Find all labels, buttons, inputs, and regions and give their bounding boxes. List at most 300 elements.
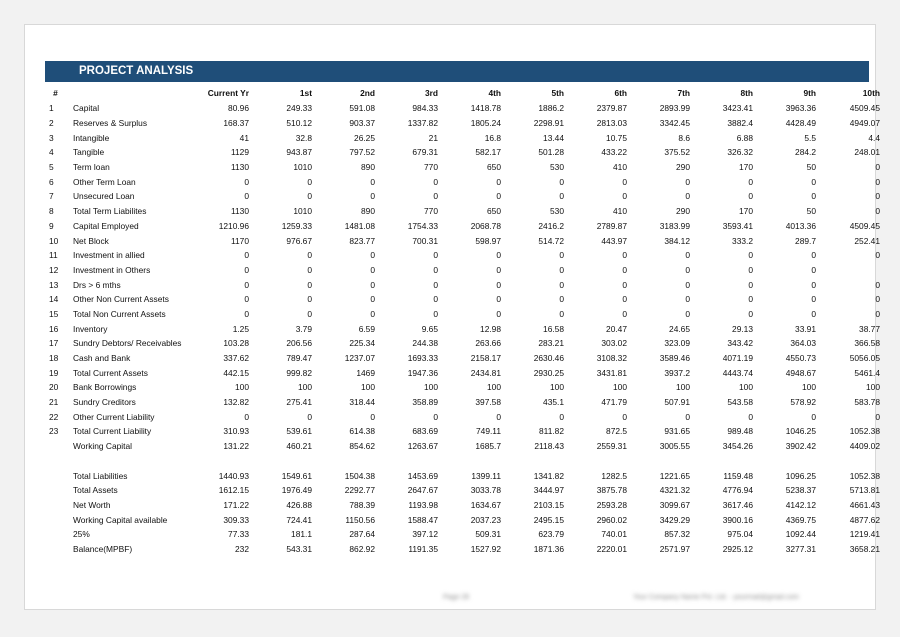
table-cell: 3342.45 [659,118,690,129]
table-row [45,292,883,307]
table-cell: 0 [433,264,438,275]
table-cell: 2298.91 [533,118,564,129]
table-cell: 1052.38 [849,470,880,481]
table-cell: 1150.56 [345,514,375,525]
table-cell: 5056.05 [849,353,880,364]
table-cell: 1418.78 [470,103,501,114]
table-cell: 3875.78 [596,485,627,496]
table-cell: 0 [811,279,816,290]
table-row [45,145,883,160]
table-cell: 788.39 [349,499,375,510]
table-cell: 0 [370,411,375,422]
table-cell: 598.97 [475,235,501,246]
table-cell: 700.31 [412,235,438,246]
table-cell: 0 [685,191,690,202]
table-cell: 225.34 [349,338,375,349]
row-label: Unsecured Loan [73,191,135,202]
table-cell: 326.32 [727,147,753,158]
column-header: 3rd [424,88,438,98]
table-row [45,219,883,234]
table-cell: 0 [622,411,627,422]
table-cell: 263.66 [475,338,501,349]
table-cell: 0 [748,411,753,422]
row-number: 2 [49,118,54,129]
table-cell: 823.77 [349,235,375,246]
table-cell: 131.22 [223,441,249,452]
table-cell: 543.31 [286,543,312,554]
row-number [45,439,69,454]
row-label: Capital Employed [73,220,139,231]
table-cell: 1549.61 [281,470,312,481]
column-header: 8th [740,88,753,98]
table-cell: 16.58 [543,323,564,334]
table-cell: 181.1 [291,529,312,540]
table-row [45,365,883,380]
table-cell: 132.82 [223,397,249,408]
table-cell: 397.12 [412,529,438,540]
row-number [45,483,69,498]
table-row [45,233,883,248]
row-label: Net Block [73,235,109,246]
table-cell: 100 [235,382,249,393]
table-cell: 20.47 [606,323,627,334]
table-cell: 0 [244,250,249,261]
table-row [45,527,883,542]
table-cell: 984.33 [412,103,438,114]
footer-page-number: Page 28 [443,594,470,601]
table-cell: 0 [875,191,880,202]
table-cell: 4877.62 [849,514,880,525]
row-label: Capital [73,103,100,114]
table-cell: 650 [487,206,501,217]
row-number: 23 [49,426,59,437]
row-number: 10 [49,235,59,246]
table-cell: 4661.43 [849,499,880,510]
table-cell: 0 [496,191,501,202]
table-row [45,380,883,395]
row-number: 15 [49,308,59,319]
table-cell: 3431.81 [596,367,627,378]
table-cell: 2037.23 [470,514,501,525]
row-label: Balance(MPBF) [73,543,133,554]
table-cell: 3429.29 [659,514,690,525]
table-cell: 310.93 [223,426,249,437]
table-cell: 0 [433,279,438,290]
table-cell: 248.01 [854,147,880,158]
table-cell: 318.44 [349,397,375,408]
table-row [45,468,883,483]
table-cell: 0 [685,176,690,187]
row-label: Tangible [73,147,105,158]
row-number: 19 [49,367,59,378]
row-number: 8 [49,206,54,217]
table-row [45,409,883,424]
table-cell: 4071.19 [722,353,753,364]
table-cell: 862.92 [349,543,375,554]
table-cell: 5.5 [804,132,816,143]
table-cell: 890 [361,162,375,173]
table-cell: 1191.35 [408,543,438,554]
table-cell: 1263.67 [407,441,438,452]
table-cell: 0 [559,176,564,187]
table-cell: 3900.16 [722,514,753,525]
table-cell: 1210.96 [218,220,249,231]
table-cell: 975.04 [727,529,753,540]
table-cell: 0 [811,308,816,319]
table-cell: 290 [676,162,690,173]
table-cell: 510.12 [286,118,312,129]
table-cell: 1130 [230,162,249,173]
table-cell: 3423.41 [722,103,753,114]
row-label: Investment in allied [73,250,145,261]
table-cell: 0 [875,206,880,217]
row-label: Other Current Liability [73,411,155,422]
table-row [45,204,883,219]
row-number [45,468,69,483]
table-cell: 1469 [356,367,375,378]
table-cell: 100 [487,382,501,393]
table-cell: 21 [428,132,438,143]
table-cell: 0 [811,411,816,422]
row-number: 3 [49,132,54,143]
table-cell: 100 [361,382,375,393]
table-cell: 0 [748,308,753,319]
table-cell: 2571.97 [659,543,690,554]
table-cell: 501.28 [538,147,564,158]
table-cell: 284.2 [795,147,816,158]
table-row [45,189,883,204]
table-cell: 0 [433,191,438,202]
table-cell: 3937.2 [664,367,690,378]
table-cell: 26.25 [354,132,375,143]
spacer-row [45,454,883,469]
table-cell: 989.48 [727,426,753,437]
row-label: Net Worth [73,499,111,510]
table-cell: 4.4 [868,132,880,143]
table-cell: 0 [307,264,312,275]
table-cell: 1527.92 [470,543,501,554]
document-page [24,24,880,610]
table-cell: 12.98 [480,323,501,334]
table-cell: 0 [433,250,438,261]
table-cell: 0 [875,162,880,173]
table-cell: 333.2 [732,235,753,246]
table-row [45,248,883,263]
table-row [45,512,883,527]
table-cell: 1453.69 [407,470,438,481]
table-cell: 4409.02 [849,441,880,452]
table-cell: 4550.73 [785,353,816,364]
row-number: 18 [49,353,59,364]
table-cell: 471.79 [601,397,627,408]
table-row [45,483,883,498]
table-cell: 0 [811,264,816,275]
column-header: 7th [677,88,690,98]
table-cell: 275.41 [286,397,312,408]
table-cell: 4776.94 [722,485,753,496]
table-cell: 1754.33 [407,220,438,231]
table-cell: 10.75 [606,132,627,143]
table-row [45,321,883,336]
table-cell: 287.64 [349,529,375,540]
table-cell: 435.1 [543,397,564,408]
table-cell: 582.17 [475,147,501,158]
table-cell: 100 [613,382,627,393]
table-cell: 1805.24 [470,118,501,129]
table-cell: 309.33 [223,514,249,525]
table-cell: 1440.93 [218,470,249,481]
table-cell: 1886.2 [538,103,564,114]
table-cell: 0 [559,294,564,305]
table-cell: 1976.49 [281,485,312,496]
table-cell: 1947.36 [407,367,438,378]
table-cell: 0 [875,308,880,319]
project-analysis-table [45,85,883,556]
table-cell: 2068.78 [470,220,501,231]
table-cell: 1159.48 [723,470,753,481]
row-label: Bank Borrowings [73,382,137,393]
column-header: 5th [551,88,564,98]
table-cell: 24.65 [669,323,690,334]
table-cell: 3099.67 [659,499,690,510]
row-label: Intangible [73,132,110,143]
table-cell: 0 [559,411,564,422]
column-header: 9th [803,88,816,98]
table-cell: 0 [370,191,375,202]
table-cell: 0 [307,411,312,422]
table-cell: 9.65 [421,323,438,334]
table-cell: 1282.5 [601,470,627,481]
table-cell: 623.79 [538,529,564,540]
row-label: 25% [73,529,90,540]
table-cell: 1634.67 [470,499,501,510]
table-cell: 0 [622,191,627,202]
table-cell: 1337.82 [407,118,438,129]
table-cell: 410 [613,162,627,173]
table-cell: 811.82 [539,426,564,437]
table-cell: 1685.7 [475,441,501,452]
table-cell: 1341.82 [533,470,564,481]
table-cell: 4428.49 [785,118,816,129]
table-cell: 2813.03 [596,118,627,129]
table-cell: 514.72 [538,235,564,246]
table-row [45,277,883,292]
row-label: Other Non Current Assets [73,294,169,305]
table-cell: 890 [361,206,375,217]
table-cell: 232 [235,543,249,554]
table-cell: 337.62 [223,353,249,364]
table-cell: 0 [748,294,753,305]
table-cell: 2925.12 [722,543,753,554]
table-cell: 171.22 [223,499,249,510]
table-cell: 0 [307,176,312,187]
table-cell: 0 [244,176,249,187]
spacer-cell [45,454,883,469]
table-cell: 1193.98 [408,499,438,510]
table-cell: 1871.36 [533,543,564,554]
table-cell: 749.11 [476,426,501,437]
table-cell: 1052.38 [849,426,880,437]
column-header: 1st [299,88,312,98]
table-cell: 3617.46 [722,499,753,510]
table-cell: 38.77 [859,323,880,334]
table-cell: 0 [875,176,880,187]
table-cell: 364.03 [790,338,816,349]
table-cell: 0 [685,264,690,275]
table-cell: 103.28 [223,338,249,349]
table-cell: 1504.38 [344,470,375,481]
table-cell: 4949.07 [849,118,880,129]
table-cell: 358.89 [412,397,438,408]
table-cell: 2630.46 [533,353,564,364]
row-number: 9 [49,220,54,231]
table-cell: 0 [811,294,816,305]
table-cell: 0 [307,250,312,261]
table-row [45,116,883,131]
row-label: Total Current Assets [73,367,148,378]
row-label: Total Current Liability [73,426,152,437]
table-cell: 0 [875,279,880,290]
table-cell: 410 [613,206,627,217]
table-cell: 2379.87 [596,103,627,114]
column-header [69,85,189,101]
table-cell: 1170 [230,235,249,246]
row-label: Working Capital [73,441,132,452]
row-label: Investment in Others [73,264,151,275]
table-cell: 0 [875,294,880,305]
table-cell: 770 [424,206,438,217]
table-cell: 614.38 [349,426,375,437]
table-cell: 0 [559,191,564,202]
table-cell: 0 [685,279,690,290]
table-cell: 5238.37 [785,485,816,496]
row-label: Other Term Loan [73,176,136,187]
table-cell: 290 [676,206,690,217]
table-cell: 323.09 [664,338,690,349]
table-cell: 2930.25 [533,367,564,378]
row-number [45,527,69,542]
table-cell: 903.37 [349,118,375,129]
table-cell: 591.08 [349,103,375,114]
table-cell: 2416.2 [538,220,564,231]
table-cell: 0 [811,250,816,261]
row-label: Inventory [73,323,108,334]
row-number: 5 [49,162,54,173]
table-cell: 2292.77 [344,485,375,496]
table-cell: 29.13 [732,323,753,334]
table-cell: 244.38 [412,338,438,349]
table-cell: 1.25 [232,323,249,334]
table-cell: 931.65 [664,426,690,437]
table-cell: 6.88 [736,132,753,143]
table-row [45,395,883,410]
table-cell: 0 [496,176,501,187]
table-cell: 3033.78 [470,485,501,496]
table-cell: 683.69 [412,426,438,437]
table-cell: 442.15 [223,367,249,378]
table-cell [819,263,883,278]
table-cell: 252.41 [854,235,880,246]
table-cell: 0 [496,411,501,422]
table-cell: 375.52 [664,147,690,158]
table-cell: 3658.21 [849,543,880,554]
row-label: Drs > 6 mths [73,279,121,290]
table-cell: 0 [244,279,249,290]
table-cell: 283.21 [538,338,564,349]
table-cell: 1130 [230,206,249,217]
table-cell: 3902.42 [785,441,816,452]
row-label: Sundry Debtors/ Receivables [73,338,182,349]
table-cell: 583.78 [854,397,880,408]
table-cell: 3005.55 [659,441,690,452]
table-cell: 797.52 [349,147,375,158]
table-cell: 366.58 [854,338,880,349]
table-row [45,130,883,145]
table-cell: 0 [244,411,249,422]
table-cell: 1221.65 [659,470,690,481]
table-cell: 13.44 [543,132,564,143]
table-cell: 4948.67 [785,367,816,378]
table-cell: 4369.75 [785,514,816,525]
row-label: Working Capital available [73,514,168,525]
table-cell: 100 [424,382,438,393]
table-cell: 0 [433,176,438,187]
table-cell: 0 [496,279,501,290]
row-number: 22 [49,411,59,422]
table-row [45,263,883,278]
table-cell: 770 [424,162,438,173]
table-cell: 460.21 [286,441,312,452]
table-cell: 0 [685,294,690,305]
section-title: PROJECT ANALYSIS [45,61,869,82]
table-cell: 4509.45 [849,220,880,231]
table-cell: 0 [559,264,564,275]
table-cell: 5713.81 [849,485,880,496]
table-cell: 0 [875,250,880,261]
table-cell: 1612.15 [218,485,249,496]
table-cell: 4142.12 [785,499,816,510]
table-row [45,498,883,513]
table-cell: 2593.28 [596,499,627,510]
table-cell: 1046.25 [785,426,816,437]
row-number: 13 [49,279,59,290]
table-cell: 1092.44 [785,529,816,540]
table-row [45,424,883,439]
table-cell: 740.01 [601,529,627,540]
table-cell: 857.32 [664,529,690,540]
table-row [45,351,883,366]
table-cell: 0 [622,294,627,305]
table-cell: 80.96 [228,103,249,114]
table-cell: 1129 [230,147,249,158]
table-cell: 168.37 [223,118,249,129]
row-number: 6 [49,176,54,187]
table-cell: 1096.25 [785,470,816,481]
table-cell: 854.62 [349,441,375,452]
row-number: 11 [49,250,58,261]
row-number: 17 [49,338,59,349]
table-cell: 0 [496,294,501,305]
table-cell: 2158.17 [470,353,501,364]
row-label: Term loan [73,162,110,173]
table-cell: 0 [244,294,249,305]
column-header: # [53,88,58,98]
table-cell: 539.61 [286,426,312,437]
table-cell: 5461.4 [854,367,880,378]
table-cell: 426.88 [286,499,312,510]
table-cell: 0 [748,279,753,290]
table-cell: 0 [496,308,501,319]
